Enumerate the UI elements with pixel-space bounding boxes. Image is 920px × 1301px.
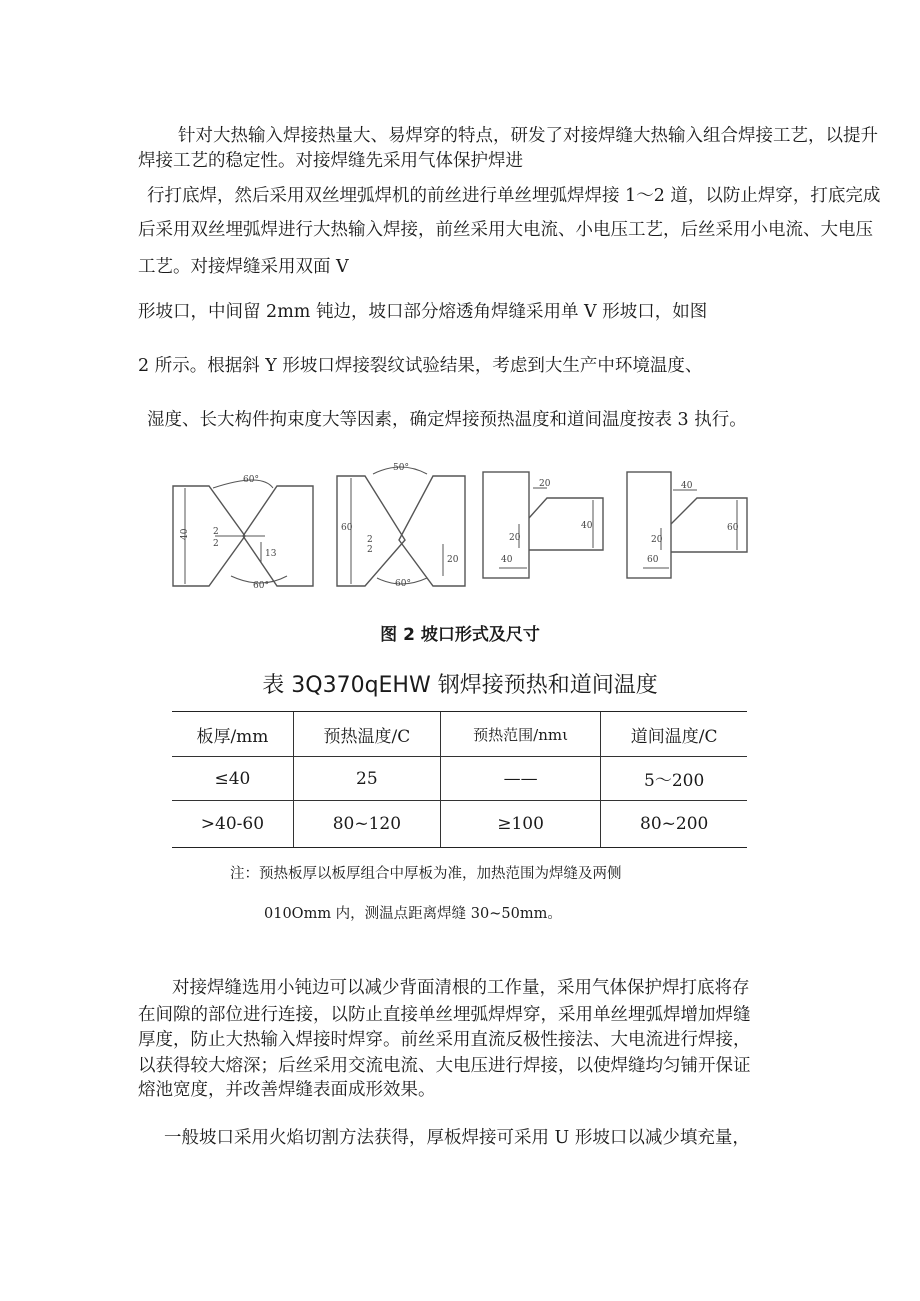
d3-leg: 20 [539,479,551,489]
header-preheat-range: 预热范围/nmι [440,712,601,757]
groove-drawing-double-v-60 [337,467,465,586]
d4-leg: 40 [681,481,693,491]
header-interpass-temp: 道间温度/C [601,712,747,757]
table-header-row [172,712,747,757]
para1-line5: 工艺。对接焊缝采用双面 V [138,257,349,277]
para1-line4: 后采用双丝埋弧焊进行大热输入焊接，前丝采用大电流、小电压工艺，后丝采用小电流、大电压 [138,220,873,240]
cell: 80~200 [601,801,747,848]
cell: —— [440,757,601,801]
header-preheat-temp: 预热温度/C [293,712,440,757]
table-note-line1: 注：预热板厚以板厚组合中厚板为准，加热范围为焊缝及两侧 [230,866,622,882]
table-note-line2: 010Omm 内，测温点距离焊缝 30~50mm。 [264,906,562,922]
para2-line2: 在间隙的部位进行连接，以防止直接单丝埋弧焊焊穿，采用单丝埋弧焊增加焊缝 [138,1005,751,1025]
d2-angle-top: 50° [393,463,409,473]
d2-root-face: 2 [367,545,373,555]
cell: 25 [293,757,440,801]
d1-bottom-depth: 13 [265,549,277,559]
preheat-table [172,711,747,848]
para1-line2: 焊接工艺的稳定性。对接焊缝先采用气体保护焊进 [138,151,523,171]
d2-angle-bottom: 60° [395,579,411,589]
d4-thickness: 60 [727,523,739,533]
d3-root: 20 [509,533,521,543]
d2-height: 60 [341,523,353,533]
d1-angle-bottom: 60° [253,581,269,590]
para2-line4: 以获得较大熔深；后丝采用交流电流、大电压进行焊接，以使焊缝均匀铺开保证 [138,1056,751,1076]
groove-drawing-double-v-40 [173,480,313,586]
para1-line8: 湿度、长大构件拘束度大等因素，确定焊接预热温度和道间温度按表 3 执行。 [147,410,747,430]
d4-root: 20 [651,535,663,545]
para1-line7: 2 所示。根据斜 Y 形坡口焊接裂纹试验结果，考虑到大生产中环境温度、 [138,356,703,376]
d3-thickness: 40 [581,521,593,531]
d1-height: 40 [180,528,190,540]
header-plate-thickness: 板厚/mm [172,712,293,757]
cell: 5～200 [601,757,747,801]
para1-line6: 形坡口，中间留 2mm 钝边，坡口部分熔透角焊缝采用单 V 形坡口，如图 [138,302,708,322]
d1-root-gap: 2 [213,527,219,537]
para2-line5: 熔池宽度，并改善焊缝表面成形效果。 [138,1080,436,1100]
d2-root-gap: 2 [367,535,373,545]
cell: 80~120 [293,801,440,848]
figure-caption: 图 2 坡口形式及尺寸 [380,625,540,645]
d2-bottom-depth: 20 [447,555,459,565]
para1-line1: 针对大热输入焊接热量大、易焊穿的特点，研发了对接焊缝大热输入组合焊接工艺，以提升 [178,126,878,146]
d1-root-face: 2 [213,539,219,549]
d1-angle-top: 60° [243,475,259,485]
d4-plate: 60 [647,555,659,565]
cell: ≥100 [440,801,601,848]
para2-line3: 厚度，防止大热输入焊接时焊穿。前丝采用直流反极性接法、大电流进行焊接， [138,1030,751,1050]
cell: ≤40 [172,757,293,801]
groove-figure [165,458,765,590]
para1-line3: 行打底焊，然后采用双丝埋弧焊机的前丝进行单丝埋弧焊焊接 1～2 道，以防止焊穿，打底完成 [147,186,881,206]
table-row [172,801,747,848]
cell: >40-60 [172,801,293,848]
table-row [172,757,747,801]
para3-line1: 一般坡口采用火焰切割方法获得，厚板焊接可采用 U 形坡口以减少填充量， [164,1128,750,1148]
table-title: 表 3Q370qEHW 钢焊接预热和道间温度 [262,673,658,698]
d3-plate: 40 [501,555,513,565]
para2-line1: 对接焊缝选用小钝边可以减少背面清根的工作量，采用气体保护焊打底将存 [172,978,750,998]
